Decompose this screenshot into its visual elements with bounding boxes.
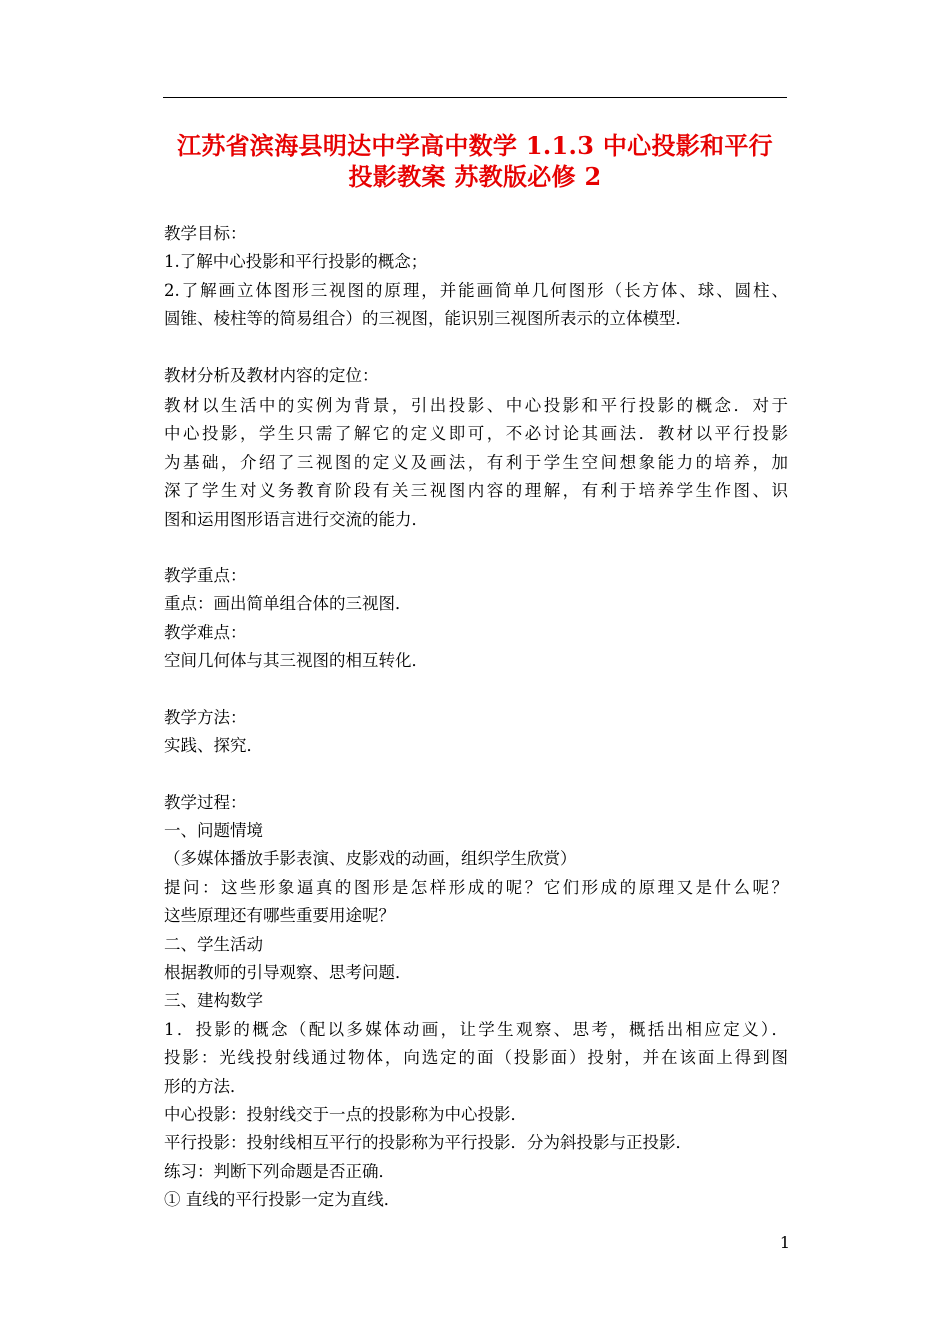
document-title bbox=[150, 130, 800, 192]
title-line-1: 江苏省滨海县明达中学高中数学 1.1.3 中心投影和平行 bbox=[177, 131, 773, 160]
objective-2-line-1: 2.了解画立体图形三视图的原理，并能画简单几何图形（长方体、球、圆柱、 bbox=[164, 280, 788, 300]
analysis-heading: 教材分析及教材内容的定位： bbox=[164, 365, 379, 385]
exercise-item-1: ① 直线的平行投影一定为直线． bbox=[164, 1190, 401, 1210]
analysis-line-2: 中心投影，学生只需了解它的定义即可，不必讨论其画法．教材以平行投影 bbox=[164, 424, 788, 444]
difficulty-heading: 教学难点： bbox=[164, 622, 247, 642]
paragraph-gap bbox=[164, 676, 788, 704]
exercise-heading: 练习：判断下列命题是否正确． bbox=[164, 1161, 395, 1181]
step-1-line-3: 这些原理还有哪些重要用途呢？ bbox=[164, 906, 395, 926]
document-body bbox=[164, 220, 788, 1215]
step-2-line-1: 根据教师的引导观察、思考问题． bbox=[164, 962, 412, 982]
page-number: 1 bbox=[779, 1233, 790, 1252]
step-3-heading: 三、建构数学 bbox=[164, 991, 263, 1011]
concept-line-1: 1．投影的概念（配以多媒体动画，让学生观察、思考，概括出相应定义）． bbox=[164, 1019, 788, 1039]
central-projection-definition: 中心投影：投射线交于一点的投影称为中心投影． bbox=[164, 1104, 527, 1124]
step-1-heading: 一、问题情境 bbox=[164, 820, 263, 840]
step-1-line-1: （多媒体播放手影表演、皮影戏的动画，组织学生欣赏） bbox=[164, 849, 577, 869]
analysis-line-5: 图和运用图形语言进行交流的能力． bbox=[164, 509, 428, 529]
paragraph-gap bbox=[164, 761, 788, 789]
title-line-2: 投影教案 苏教版必修 2 bbox=[348, 162, 602, 191]
objectives-heading: 教学目标： bbox=[164, 224, 247, 243]
method-text: 实践、探究． bbox=[164, 736, 263, 756]
concept-line-2: 投影：光线投射线通过物体，向选定的面（投影面）投射，并在该面上得到图 bbox=[164, 1048, 788, 1068]
difficulty-text: 空间几何体与其三视图的相互转化． bbox=[164, 651, 428, 671]
concept-line-3: 形的方法． bbox=[164, 1076, 247, 1096]
objective-1: 1.了解中心投影和平行投影的概念； bbox=[164, 252, 428, 272]
keypoint-heading: 教学重点： bbox=[164, 566, 247, 586]
process-heading: 教学过程： bbox=[164, 792, 247, 812]
keypoint-text: 重点：画出简单组合体的三视图． bbox=[164, 594, 412, 614]
header-rule bbox=[163, 97, 787, 98]
parallel-projection-definition: 平行投影：投射线相互平行的投影称为平行投影．分为斜投影与正投影． bbox=[164, 1133, 692, 1153]
step-2-heading: 二、学生活动 bbox=[164, 934, 263, 954]
analysis-line-3: 为基础，介绍了三视图的定义及画法，有利于学生空间想象能力的培养，加 bbox=[164, 452, 788, 472]
method-heading: 教学方法： bbox=[164, 707, 247, 727]
analysis-line-4: 深了学生对义务教育阶段有关三视图内容的理解，有利于培养学生作图、识 bbox=[164, 481, 788, 501]
objective-2-line-2: 圆锥、棱柱等的简易组合）的三视图，能识别三视图所表示的立体模型． bbox=[164, 309, 692, 329]
paragraph-gap bbox=[164, 334, 788, 362]
step-1-line-2: 提问：这些形象逼真的图形是怎样形成的呢？它们形成的原理又是什么呢？ bbox=[164, 877, 788, 897]
paragraph-gap bbox=[164, 534, 788, 562]
analysis-line-1: 教材以生活中的实例为背景，引出投影、中心投影和平行投影的概念．对于 bbox=[164, 396, 788, 416]
